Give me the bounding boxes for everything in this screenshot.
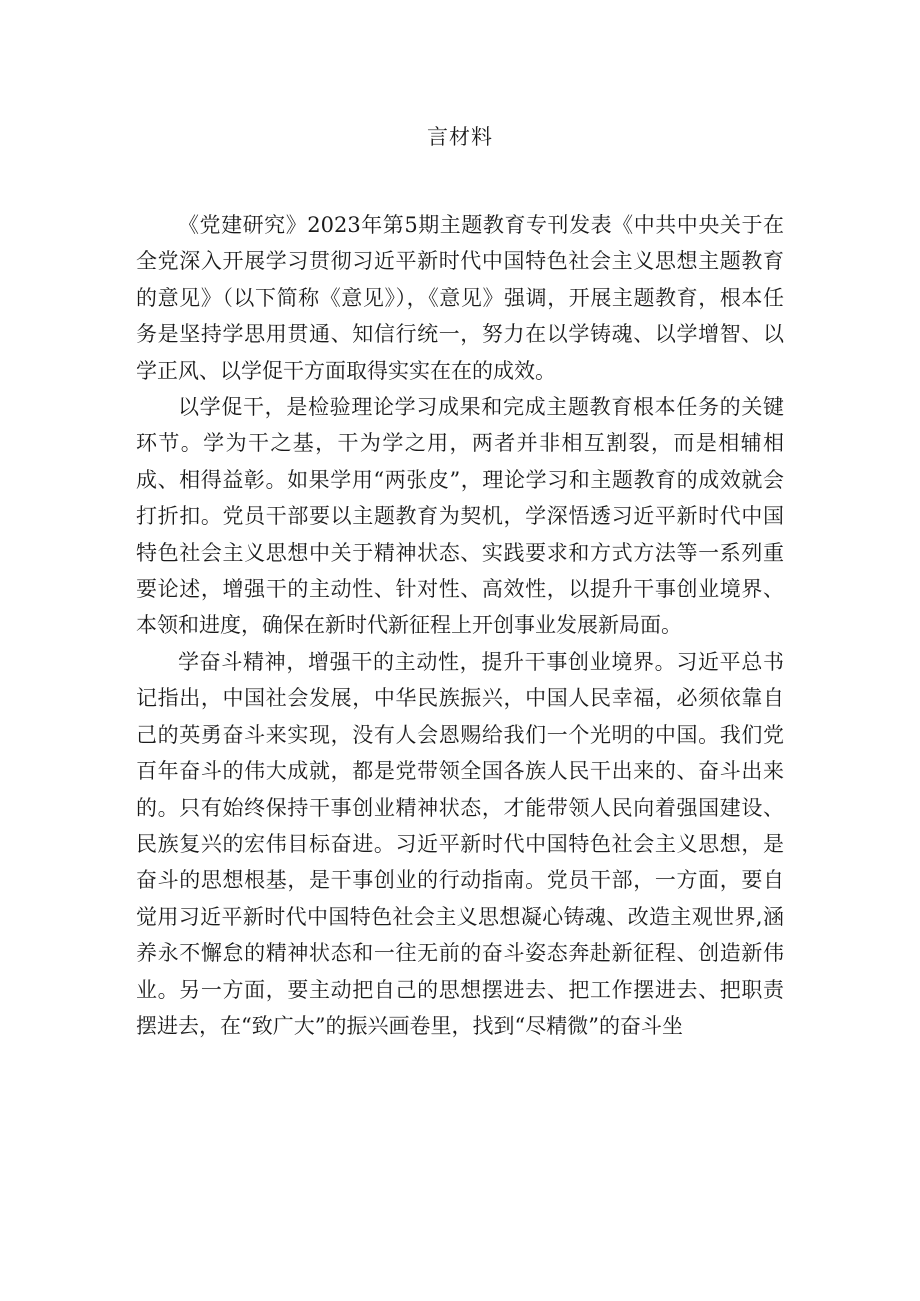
paragraph-3: 学奋斗精神，增强干的主动性，提升干事创业境界。习近平总书记指出，中国社会发展，中华民族振兴，中国人民幸福，必须依靠自己的英勇奋斗来实现，没有人会恩赐给我们一个光明的中国。我们党百年奋斗的伟大成就，都是党带领全国各族人民干出来的、奋斗出来的。只有始终保持干事创业精神状态，才能带领人民向着强国建设、民族复兴的宏伟目标奋进。习近平新时代中国特色社会主义思想，是奋斗的思想根基，是干事创业的行动指南。党员干部，一方面，要自觉用习近平新时代中国特色社会主义思想凝心铸魂、改造主观世界,涵养永不懈怠的精神状态和一往无前的奋斗姿态奔赴新征程、创造新伟业。另一方面，要主动把自己的思想摆进去、把工作摆进去、把职责摆进去，在“致广大”的振兴画卷里，找到“尽精微”的奋斗坐 [136, 649, 784, 1038]
document-title: 言材料 [427, 125, 493, 149]
paragraph-1: 《党建研究》2023年第5期主题教育专刊发表《中共中央关于在全党深入开展学习贯彻习近平新时代中国特色社会主义思想主题教育的意见》（以下简称《意见》），《意见》强调，开展主题教育，根本任务是坚持学思用贯通、知信行统一，努力在以学铸魂、以学增智、以学正风、以学促干方面取得实实在在的成效。 [136, 213, 784, 383]
paragraph-2: 以学促干，是检验理论学习成果和完成主题教育根本任务的关键环节。学为干之基，干为学之用，两者并非相互割裂，而是相辅相成、相得益彰。如果学用“两张皮”，理论学习和主题教育的成效就会打折扣。党员干部要以主题教育为契机，学深悟透习近平新时代中国特色社会主义思想中关于精神状态、实践要求和方式方法等一系列重要论述，增强干的主动性、针对性、高效性，以提升干事创业境界、本领和进度，确保在新时代新征程上开创事业发展新局面。 [136, 395, 784, 638]
document-body [136, 207, 784, 1044]
